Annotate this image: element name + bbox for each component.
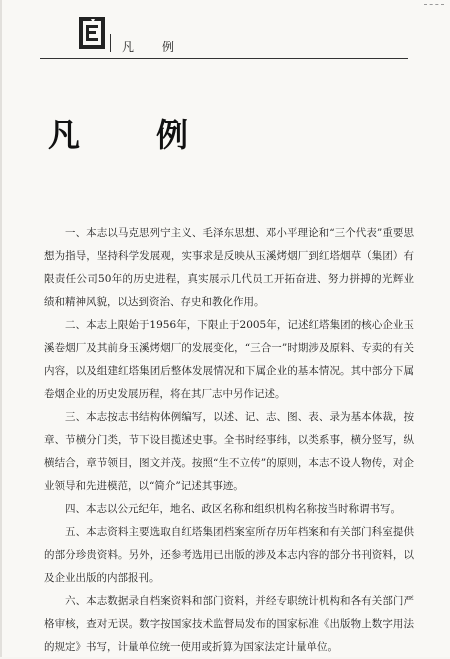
paragraph-2: 二、本志上限始于1956年，下限止于2005年，记述红塔集团的核心企业玉溪卷烟厂及其前身玉溪烤烟厂的发展变化，“三合一”时期涉及原料、专卖的有关内容，以及组建红塔集团后整体发展情况和下属企业的基本情况。其中部分下属卷烟企业的历史发展历程，将在其厂志中另作记述。 [44,319,414,400]
scan-edge [0,0,2,657]
paragraph-6: 六、本志数据录自档案资料和部门资料，并经专职统计机构和各有关部门严格审核，查对无误。数字按国家技术监督局发布的国家标准《出版物上数字用法的规定》书写，计量单位统一使用或折算为国家法定计量单位。 [44,595,414,653]
header-divider [110,34,111,52]
paragraph-5: 五、本志资料主要选取自红塔集团档案室所存历年档案和有关部门科室提供的部分珍贵资料。另外，还参考选用已出版的涉及本志内容的部分书刊资料，以及企业出版的内部报刊。 [44,526,414,584]
paragraph-3: 三、本志按志书结构体例编写，以述、记、志、图、表、录为基本体裁，按章、节横分门类，节下设目揽述史事。全书时经事纬，以类系事，横分竖写，纵横结合，章节领目，图文并茂。按照“生不立传”的原则，本志不设人物传，对企业领导和先进模范，以“简介”记述其事迹。 [44,411,414,492]
book-logo-icon [78,16,106,50]
body-text [44,222,414,659]
page-title: 凡 例 [48,116,211,154]
paragraph-1: 一、本志以马克思列宁主义、毛泽东思想、邓小平理论和“三个代表”重要思想为指导，坚持科学发展观，实事求是反映从玉溪烤烟厂到红塔烟草（集团）有限责任公司50年的历史进程，真实展示几代员工开拓奋进、努力拼搏的光辉业绩和精神风貌，以达到资治、存史和教化作用。 [44,227,414,308]
paragraph-4: 四、本志以公元纪年，地名、政区名称和组织机构名称按当时称谓书写。 [65,503,401,515]
running-header [0,0,450,60]
header-label: 凡 例 [122,40,183,54]
header-rule [40,58,408,59]
